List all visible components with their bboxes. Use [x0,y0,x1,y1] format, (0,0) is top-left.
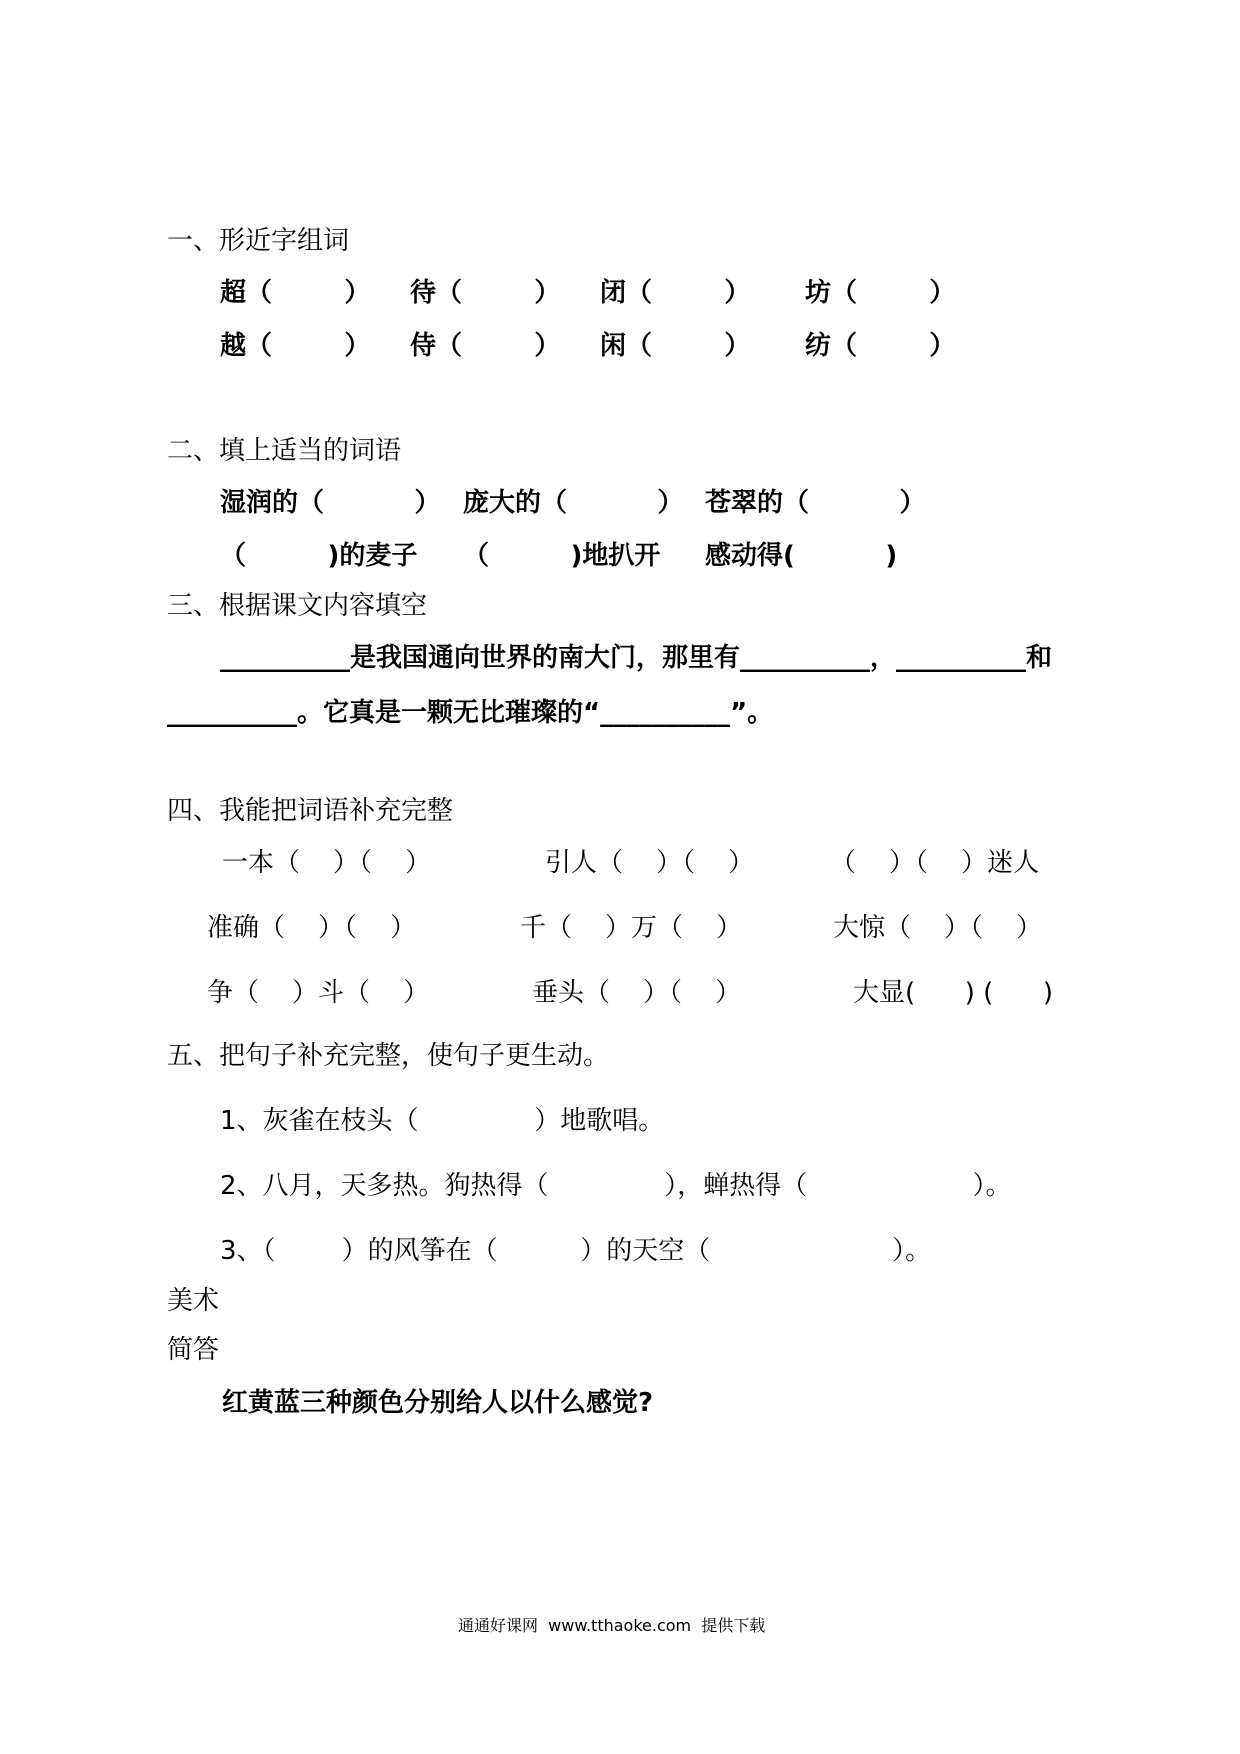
art-question: 红黄蓝三种颜色分别给人以什么感觉? [222,1388,654,1418]
section5-sentence1: 1、灰雀在枝头（ ）地歌唱。 [220,1106,665,1136]
section2-heading: 二、填上适当的词语 [167,436,402,466]
page-footer: 通通好课网 www.tthaoke.com 提供下载 [458,1616,766,1635]
section2-row1-item1: 湿润的（ ） [220,488,441,518]
section1-row1-item4: 坊（ ） [805,278,956,308]
section2-row2-item1: （ )的麦子 [220,541,418,571]
section1-row2-item3: 闲（ ） [600,331,751,361]
section4-row3-item2: 垂头（ ）（ ） [532,978,742,1008]
section3-line2: __________。它真是一颗无比璀璨的“__________”。 [167,698,774,728]
section3-heading: 三、根据课文内容填空 [167,591,428,621]
section5-sentence2: 2、八月，天多热。狗热得（ ），蝉热得（ ）。 [220,1171,1012,1201]
section2-row2-item3: 感动得( ) [705,541,898,571]
section4-row3-item3: 大显( ) ( ) [853,978,1054,1008]
section4-row2-item1: 准确（ ）（ ） [207,913,417,943]
art-sub-label: 简答 [167,1335,220,1365]
section1-row1-item2: 待（ ） [410,278,561,308]
section4-row3-item1: 争（ ）斗（ ） [207,978,430,1008]
section1-row2-item1: 越（ ） [220,331,371,361]
section1-row1-item1: 超（ ） [220,278,371,308]
section2-row1-item3: 苍翠的（ ） [705,488,926,518]
art-label: 美术 [167,1286,220,1316]
section4-heading: 四、我能把词语补充完整 [167,796,454,826]
section1-row2-item4: 纺（ ） [805,331,956,361]
section5-sentence3: 3、（ ）的风筝在（ ）的天空（ ）。 [220,1236,932,1266]
section3-line1: __________是我国通向世界的南大门，那里有__________，__________和 [220,643,1053,673]
section4-row2-item2: 千（ ）万（ ） [520,913,743,943]
section1-heading: 一、形近字组词 [167,226,350,256]
section2-row1-item2: 庞大的（ ） [463,488,684,518]
section4-row1-item3: （ ）（ ）迷人 [830,848,1040,878]
section5-heading: 五、把句子补充完整，使句子更生动。 [167,1041,610,1071]
section2-row2-item2: （ )地扒开 [463,541,661,571]
section4-row2-item3: 大惊（ ）（ ） [833,913,1043,943]
section1-row1-item3: 闭（ ） [600,278,751,308]
section1-row2-item2: 侍（ ） [410,331,561,361]
section4-row1-item1: 一本（ ）（ ） [222,848,432,878]
section4-row1-item2: 引人（ ）（ ） [545,848,755,878]
